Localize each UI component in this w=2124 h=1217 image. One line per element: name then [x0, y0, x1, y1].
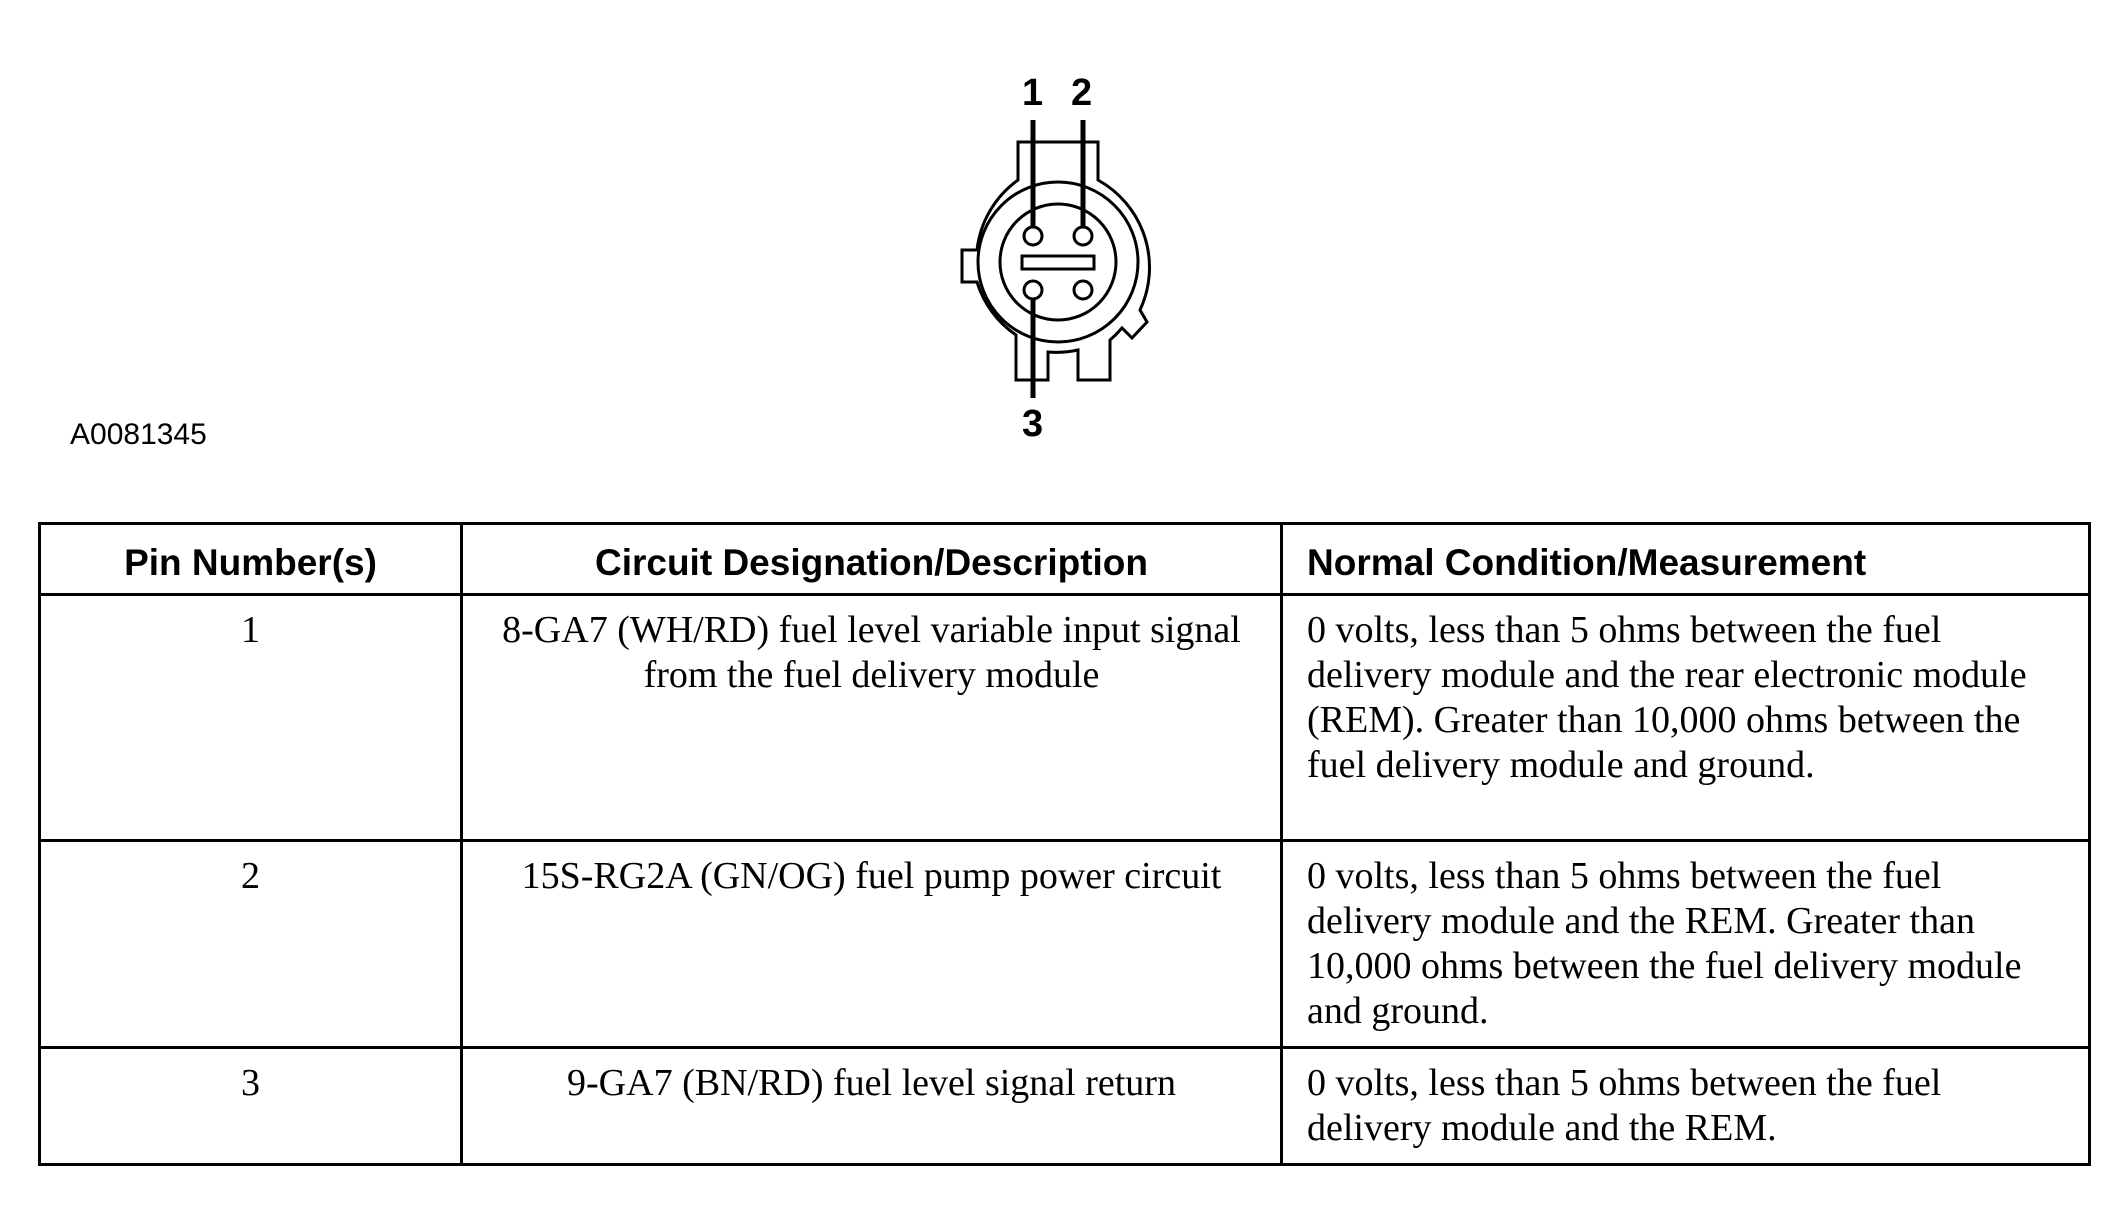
pin-number-cell: 2: [40, 841, 462, 1048]
pin-3-label: 3: [1022, 403, 1044, 445]
table-row: [40, 1048, 2090, 1165]
measurement-cell: 0 volts, less than 5 ohms between the fuel delivery module and the REM. Greater than 10,000 ohms between the fuel delivery module and ground.: [1282, 841, 2090, 1048]
connector-key-bar: [1022, 256, 1094, 269]
table-header-row: [40, 524, 2090, 595]
pin-2-label: 2: [1071, 72, 1093, 114]
circuit-description-cell: 15S-RG2A (GN/OG) fuel pump power circuit: [462, 841, 1282, 1048]
circuit-description-cell: 8-GA7 (WH/RD) fuel level variable input signal from the fuel delivery module: [462, 595, 1282, 841]
measurement-cell: 0 volts, less than 5 ohms between the fuel delivery module and the REM.: [1282, 1048, 2090, 1165]
pin-1-socket: [1024, 227, 1042, 245]
connector-figure: [0, 0, 2124, 500]
pin-2-socket: [1074, 227, 1092, 245]
header-circuit-description: Circuit Designation/Description: [462, 524, 1282, 595]
header-pin-number: Pin Number(s): [40, 524, 462, 595]
table-row: [40, 841, 2090, 1048]
measurement-cell: 0 volts, less than 5 ohms between the fuel delivery module and the rear electronic module (REM). Greater than 10,000 ohms between the fuel delivery module and ground.: [1282, 595, 2090, 841]
connector-face-diagram: [0, 0, 2124, 500]
pin-number-cell: 1: [40, 595, 462, 841]
pin-3-socket: [1024, 281, 1042, 299]
table-row: [40, 595, 2090, 841]
header-normal-condition: Normal Condition/Measurement: [1282, 524, 2090, 595]
pin-1-label: 1: [1022, 72, 1044, 114]
figure-id: A0081345: [70, 418, 207, 451]
pinout-table: [38, 522, 2091, 1166]
pin-4-socket: [1074, 281, 1092, 299]
pin-number-cell: 3: [40, 1048, 462, 1165]
circuit-description-cell: 9-GA7 (BN/RD) fuel level signal return: [462, 1048, 1282, 1165]
